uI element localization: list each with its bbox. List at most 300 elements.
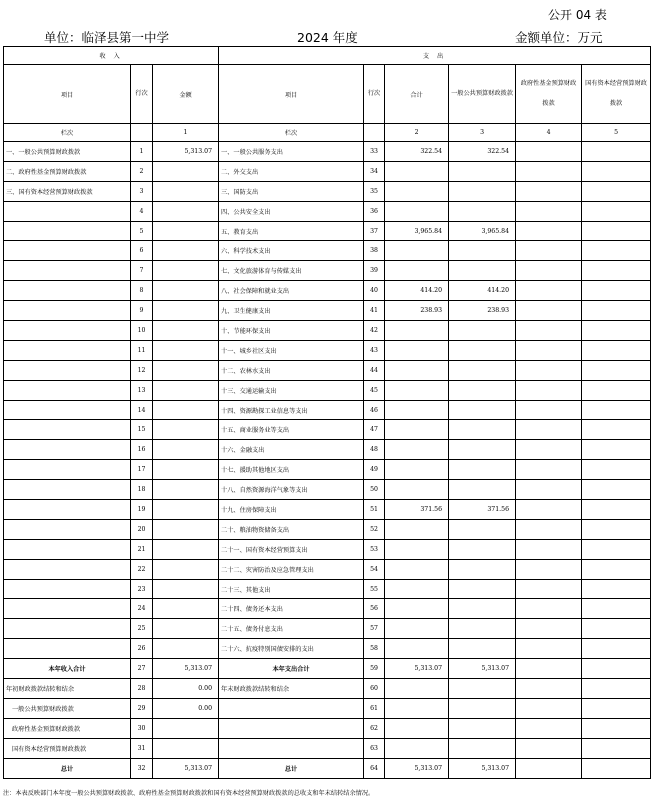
income-item-cell (4, 619, 131, 639)
soe-budget-cell (582, 579, 651, 599)
table-row (4, 400, 651, 420)
fund-budget-cell (516, 619, 582, 639)
income-amount-cell (153, 201, 219, 221)
table-row (4, 360, 651, 380)
expense-item-cell: 二十、粮油物资储备支出 (219, 519, 364, 539)
expense-item-cell: 二十五、债务付息支出 (219, 619, 364, 639)
expense-line-cell: 40 (364, 281, 385, 301)
expense-item-cell (219, 718, 364, 738)
expense-item-cell: 七、文化旅游体育与传媒支出 (219, 261, 364, 281)
income-line-cell: 21 (131, 539, 153, 559)
expense-line-cell: 41 (364, 301, 385, 321)
income-line-cell: 14 (131, 400, 153, 420)
expense-item-cell: 五、教育支出 (219, 221, 364, 241)
expense-line-cell: 60 (364, 679, 385, 699)
income-line-cell: 3 (131, 181, 153, 201)
income-line-cell: 18 (131, 480, 153, 500)
income-item-cell: 总计 (4, 758, 131, 778)
income-line-cell: 31 (131, 738, 153, 758)
income-amount-cell: 5,313.07 (153, 659, 219, 679)
income-item-cell (4, 400, 131, 420)
expense-line-cell: 35 (364, 181, 385, 201)
column-number-2: 2 (385, 124, 449, 142)
income-line-cell: 25 (131, 619, 153, 639)
expense-item-cell: 二十二、灾害防治及应急管理支出 (219, 559, 364, 579)
table-row (4, 460, 651, 480)
expense-item-cell: 八、社会保障和就业支出 (219, 281, 364, 301)
expense-line-cell: 59 (364, 659, 385, 679)
income-amount-cell (153, 718, 219, 738)
general-budget-cell: 414.20 (449, 281, 516, 301)
table-row (4, 261, 651, 281)
expense-total-cell (385, 440, 449, 460)
income-line-cell: 16 (131, 440, 153, 460)
table-row (4, 440, 651, 460)
income-item-header: 项目 (4, 65, 131, 124)
expense-line-cell: 42 (364, 321, 385, 341)
year-label: 2024 年度 (297, 30, 358, 45)
expense-line-cell: 64 (364, 758, 385, 778)
income-amount-cell (153, 539, 219, 559)
expense-total-cell (385, 519, 449, 539)
soe-budget-cell (582, 301, 651, 321)
soe-budget-cell (582, 420, 651, 440)
expense-item-cell: 二十六、抗疫特别国债安排的支出 (219, 639, 364, 659)
income-line-cell: 32 (131, 758, 153, 778)
income-item-cell (4, 460, 131, 480)
expense-total-cell: 3,965.84 (385, 221, 449, 241)
soe-budget-cell (582, 519, 651, 539)
expense-total-cell: 414.20 (385, 281, 449, 301)
expense-total-cell: 5,313.07 (385, 758, 449, 778)
expense-line-cell: 34 (364, 161, 385, 181)
income-amount-cell (153, 161, 219, 181)
table-row (4, 619, 651, 639)
fund-budget-cell (516, 738, 582, 758)
fund-budget-cell (516, 420, 582, 440)
fund-budget-cell (516, 500, 582, 520)
table-row (4, 301, 651, 321)
table-row (4, 559, 651, 579)
income-line-cell: 7 (131, 261, 153, 281)
soe-budget-cell (582, 738, 651, 758)
fund-budget-cell (516, 321, 582, 341)
general-budget-cell (449, 181, 516, 201)
fund-budget-cell (516, 440, 582, 460)
expense-line-cell: 50 (364, 480, 385, 500)
soe-budget-cell (582, 340, 651, 360)
expense-line-cell: 47 (364, 420, 385, 440)
general-budget-cell (449, 400, 516, 420)
expense-item-cell: 总计 (219, 758, 364, 778)
table-row (4, 221, 651, 241)
money-unit-label: 金额单位：万元 (515, 30, 603, 45)
expense-total-cell (385, 559, 449, 579)
expense-total-cell (385, 698, 449, 718)
expense-line-cell: 56 (364, 599, 385, 619)
expense-line-cell: 57 (364, 619, 385, 639)
expense-line-cell: 63 (364, 738, 385, 758)
expense-total-cell (385, 639, 449, 659)
expense-item-cell: 十五、商业服务业等支出 (219, 420, 364, 440)
expense-total-cell (385, 161, 449, 181)
general-budget-cell: 5,313.07 (449, 758, 516, 778)
soe-budget-cell (582, 142, 651, 162)
table-row (4, 698, 651, 718)
income-amount-cell (153, 639, 219, 659)
income-amount-cell (153, 420, 219, 440)
income-amount-cell (153, 500, 219, 520)
fund-budget-cell (516, 639, 582, 659)
expense-total-cell (385, 400, 449, 420)
expense-item-cell: 本年支出合计 (219, 659, 364, 679)
general-budget-cell (449, 440, 516, 460)
income-amount-cell (153, 221, 219, 241)
expense-total-cell (385, 321, 449, 341)
soe-budget-cell (582, 679, 651, 699)
expense-line-cell: 52 (364, 519, 385, 539)
general-budget-cell (449, 321, 516, 341)
fund-budget-cell (516, 281, 582, 301)
income-item-cell (4, 559, 131, 579)
general-budget-header: 一般公共预算财政拨款 (449, 65, 516, 124)
income-item-cell: 年初财政拨款结转和结余 (4, 679, 131, 699)
expense-line-cell: 43 (364, 340, 385, 360)
column-number-4: 4 (516, 124, 582, 142)
income-column-label: 栏次 (4, 124, 131, 142)
general-budget-cell (449, 639, 516, 659)
income-amount-cell (153, 380, 219, 400)
income-line-cell: 26 (131, 639, 153, 659)
income-amount-cell (153, 480, 219, 500)
income-line-cell: 17 (131, 460, 153, 480)
income-item-cell (4, 360, 131, 380)
income-amount-cell (153, 360, 219, 380)
expense-item-cell: 年末财政拨款结转和结余 (219, 679, 364, 699)
general-budget-cell: 238.93 (449, 301, 516, 321)
expense-item-cell: 三、国防支出 (219, 181, 364, 201)
fund-budget-cell (516, 679, 582, 699)
table-row (4, 539, 651, 559)
expense-line-cell: 36 (364, 201, 385, 221)
expense-item-cell: 二、外交支出 (219, 161, 364, 181)
expense-line-cell: 62 (364, 718, 385, 738)
income-item-cell: 本年收入合计 (4, 659, 131, 679)
soe-budget-cell (582, 559, 651, 579)
income-amount-cell (153, 241, 219, 261)
fund-budget-cell (516, 758, 582, 778)
expense-item-cell: 十九、住房保障支出 (219, 500, 364, 520)
general-budget-cell (449, 420, 516, 440)
soe-budget-cell (582, 440, 651, 460)
income-line-cell: 11 (131, 340, 153, 360)
expense-item-cell: 六、科学技术支出 (219, 241, 364, 261)
income-line-cell: 29 (131, 698, 153, 718)
income-item-cell: 二、政府性基金预算财政拨款 (4, 161, 131, 181)
income-line-cell: 2 (131, 161, 153, 181)
fund-budget-cell (516, 201, 582, 221)
soe-budget-cell (582, 500, 651, 520)
expense-line-cell: 46 (364, 400, 385, 420)
expense-total-cell (385, 460, 449, 480)
fund-budget-cell (516, 241, 582, 261)
expense-total-cell: 5,313.07 (385, 659, 449, 679)
expense-total-cell (385, 619, 449, 639)
general-budget-cell (449, 619, 516, 639)
general-budget-cell (449, 380, 516, 400)
income-item-cell (4, 201, 131, 221)
table-row (4, 480, 651, 500)
fund-budget-cell (516, 261, 582, 281)
expense-total-cell (385, 420, 449, 440)
expense-line-cell: 38 (364, 241, 385, 261)
expense-total-cell (385, 241, 449, 261)
fund-budget-cell (516, 698, 582, 718)
table-row (4, 321, 651, 341)
income-item-cell (4, 281, 131, 301)
income-item-cell (4, 639, 131, 659)
soe-budget-cell (582, 400, 651, 420)
income-item-cell (4, 579, 131, 599)
income-item-cell (4, 420, 131, 440)
soe-budget-cell (582, 599, 651, 619)
income-line-cell: 1 (131, 142, 153, 162)
income-line-cell: 28 (131, 679, 153, 699)
table-row (4, 142, 651, 162)
expense-total-cell: 238.93 (385, 301, 449, 321)
income-amount-cell (153, 281, 219, 301)
income-line-cell: 8 (131, 281, 153, 301)
income-amount-cell (153, 181, 219, 201)
income-item-cell (4, 380, 131, 400)
table-row (4, 281, 651, 301)
fund-budget-cell (516, 360, 582, 380)
expense-item-cell: 十一、城乡社区支出 (219, 340, 364, 360)
income-item-cell (4, 261, 131, 281)
fund-budget-cell (516, 480, 582, 500)
expense-total-cell (385, 599, 449, 619)
income-amount-cell (153, 321, 219, 341)
expense-line-cell: 55 (364, 579, 385, 599)
fund-budget-cell (516, 519, 582, 539)
expense-total-cell (385, 181, 449, 201)
expense-item-cell (219, 738, 364, 758)
soe-budget-cell (582, 360, 651, 380)
section-header-row (4, 47, 651, 65)
fund-budget-cell (516, 221, 582, 241)
general-budget-cell (449, 241, 516, 261)
income-item-cell (4, 440, 131, 460)
fund-budget-cell (516, 400, 582, 420)
general-budget-cell (449, 599, 516, 619)
income-amount-cell: 0.00 (153, 679, 219, 699)
column-number-1: 1 (153, 124, 219, 142)
expense-line-cell: 39 (364, 261, 385, 281)
income-amount-cell (153, 261, 219, 281)
expense-item-cell: 十七、援助其他地区支出 (219, 460, 364, 480)
income-line-cell: 6 (131, 241, 153, 261)
table-row (4, 659, 651, 679)
income-item-cell (4, 519, 131, 539)
expense-line-cell: 44 (364, 360, 385, 380)
income-item-cell (4, 321, 131, 341)
table-row (4, 161, 651, 181)
income-item-cell (4, 500, 131, 520)
general-budget-cell: 371.56 (449, 500, 516, 520)
income-amount-cell (153, 519, 219, 539)
soe-budget-cell (582, 221, 651, 241)
soe-budget-cell (582, 480, 651, 500)
expense-line-cell: 61 (364, 698, 385, 718)
fund-budget-cell (516, 599, 582, 619)
income-item-cell: 一般公共预算财政拨款 (4, 698, 131, 718)
table-row (4, 241, 651, 261)
income-item-cell (4, 539, 131, 559)
expense-item-cell: 十三、交通运输支出 (219, 380, 364, 400)
soe-budget-cell (582, 201, 651, 221)
general-budget-cell (449, 698, 516, 718)
fund-budget-cell (516, 718, 582, 738)
expense-total-cell: 322.54 (385, 142, 449, 162)
expense-total-header: 合计 (385, 65, 449, 124)
expense-item-cell: 十四、资源勘探工业信息等支出 (219, 400, 364, 420)
fund-budget-cell (516, 161, 582, 181)
expense-item-cell: 十、节能环保支出 (219, 321, 364, 341)
table-row (4, 639, 651, 659)
income-item-cell (4, 301, 131, 321)
expense-total-cell (385, 201, 449, 221)
income-line-cell: 4 (131, 201, 153, 221)
income-amount-cell (153, 738, 219, 758)
column-header-row (4, 65, 651, 124)
soe-budget-cell (582, 460, 651, 480)
fiscal-appropriation-table (3, 46, 651, 779)
expense-item-cell: 九、卫生健康支出 (219, 301, 364, 321)
soe-budget-cell (582, 241, 651, 261)
income-item-cell (4, 599, 131, 619)
general-budget-cell (449, 539, 516, 559)
expense-item-cell: 十八、自然资源海洋气象等支出 (219, 480, 364, 500)
table-row (4, 519, 651, 539)
general-budget-cell (449, 340, 516, 360)
expense-total-cell (385, 679, 449, 699)
income-amount-cell: 0.00 (153, 698, 219, 718)
fund-budget-cell (516, 559, 582, 579)
general-budget-cell (449, 738, 516, 758)
fund-budget-cell (516, 460, 582, 480)
fund-budget-cell (516, 659, 582, 679)
fund-budget-cell (516, 181, 582, 201)
expense-column-label: 栏次 (219, 124, 364, 142)
expense-line-header: 行次 (364, 65, 385, 124)
income-amount-cell (153, 599, 219, 619)
unit-label: 单位：临泽县第一中学 (44, 30, 170, 45)
income-amount-cell (153, 400, 219, 420)
general-budget-cell (449, 161, 516, 181)
expense-item-cell: 十六、金融支出 (219, 440, 364, 460)
soe-budget-cell (582, 718, 651, 738)
expense-line-cell: 33 (364, 142, 385, 162)
fund-budget-cell (516, 142, 582, 162)
soe-budget-cell (582, 161, 651, 181)
expense-line-cell: 58 (364, 639, 385, 659)
income-amount-cell (153, 440, 219, 460)
expense-total-cell (385, 261, 449, 281)
table-row (4, 579, 651, 599)
general-budget-cell: 322.54 (449, 142, 516, 162)
income-item-cell: 三、国有资本经营预算财政拨款 (4, 181, 131, 201)
fund-budget-cell (516, 380, 582, 400)
expense-total-cell (385, 579, 449, 599)
income-item-cell (4, 340, 131, 360)
fund-budget-cell (516, 340, 582, 360)
income-amount-cell (153, 460, 219, 480)
soe-budget-cell (582, 619, 651, 639)
income-line-cell: 5 (131, 221, 153, 241)
table-row (4, 718, 651, 738)
soe-budget-cell (582, 639, 651, 659)
income-item-cell (4, 221, 131, 241)
income-amount-cell (153, 559, 219, 579)
expense-item-header: 项目 (219, 65, 364, 124)
expense-section-header: 支 出 (219, 47, 651, 65)
column-number-5: 5 (582, 124, 651, 142)
expense-total-cell: 371.56 (385, 500, 449, 520)
general-budget-cell (449, 261, 516, 281)
table-row (4, 201, 651, 221)
general-budget-cell: 5,313.07 (449, 659, 516, 679)
income-line-cell: 30 (131, 718, 153, 738)
expense-total-cell (385, 360, 449, 380)
income-line-cell: 23 (131, 579, 153, 599)
expense-item-cell: 一、一般公共服务支出 (219, 142, 364, 162)
table-row (4, 420, 651, 440)
income-amount-cell: 5,313.07 (153, 758, 219, 778)
general-budget-cell (449, 679, 516, 699)
soe-budget-cell (582, 261, 651, 281)
table-row (4, 380, 651, 400)
income-amount-cell (153, 340, 219, 360)
income-item-cell: 一、一般公共预算财政拨款 (4, 142, 131, 162)
expense-line-cell: 49 (364, 460, 385, 480)
expense-item-cell: 二十三、其他支出 (219, 579, 364, 599)
general-budget-cell (449, 718, 516, 738)
expense-item-cell: 二十四、债务还本支出 (219, 599, 364, 619)
expense-line-cell: 51 (364, 500, 385, 520)
general-budget-cell (449, 480, 516, 500)
expense-total-cell (385, 480, 449, 500)
expense-total-cell (385, 539, 449, 559)
income-item-cell: 政府性基金预算财政拨款 (4, 718, 131, 738)
soe-budget-cell (582, 758, 651, 778)
income-line-cell: 19 (131, 500, 153, 520)
general-budget-cell: 3,965.84 (449, 221, 516, 241)
soe-budget-cell (582, 380, 651, 400)
income-line-cell: 15 (131, 420, 153, 440)
general-budget-cell (449, 559, 516, 579)
soe-budget-header: 国有资本经营预算财政拨款 (582, 65, 651, 124)
income-line-header: 行次 (131, 65, 153, 124)
column-number-row (4, 124, 651, 142)
expense-item-cell: 十二、农林水支出 (219, 360, 364, 380)
income-line-cell: 24 (131, 599, 153, 619)
income-section-header: 收 入 (4, 47, 219, 65)
income-amount-cell: 5,313.07 (153, 142, 219, 162)
expense-total-cell (385, 738, 449, 758)
expense-item-cell (219, 698, 364, 718)
fund-budget-cell (516, 301, 582, 321)
income-line-cell: 20 (131, 519, 153, 539)
